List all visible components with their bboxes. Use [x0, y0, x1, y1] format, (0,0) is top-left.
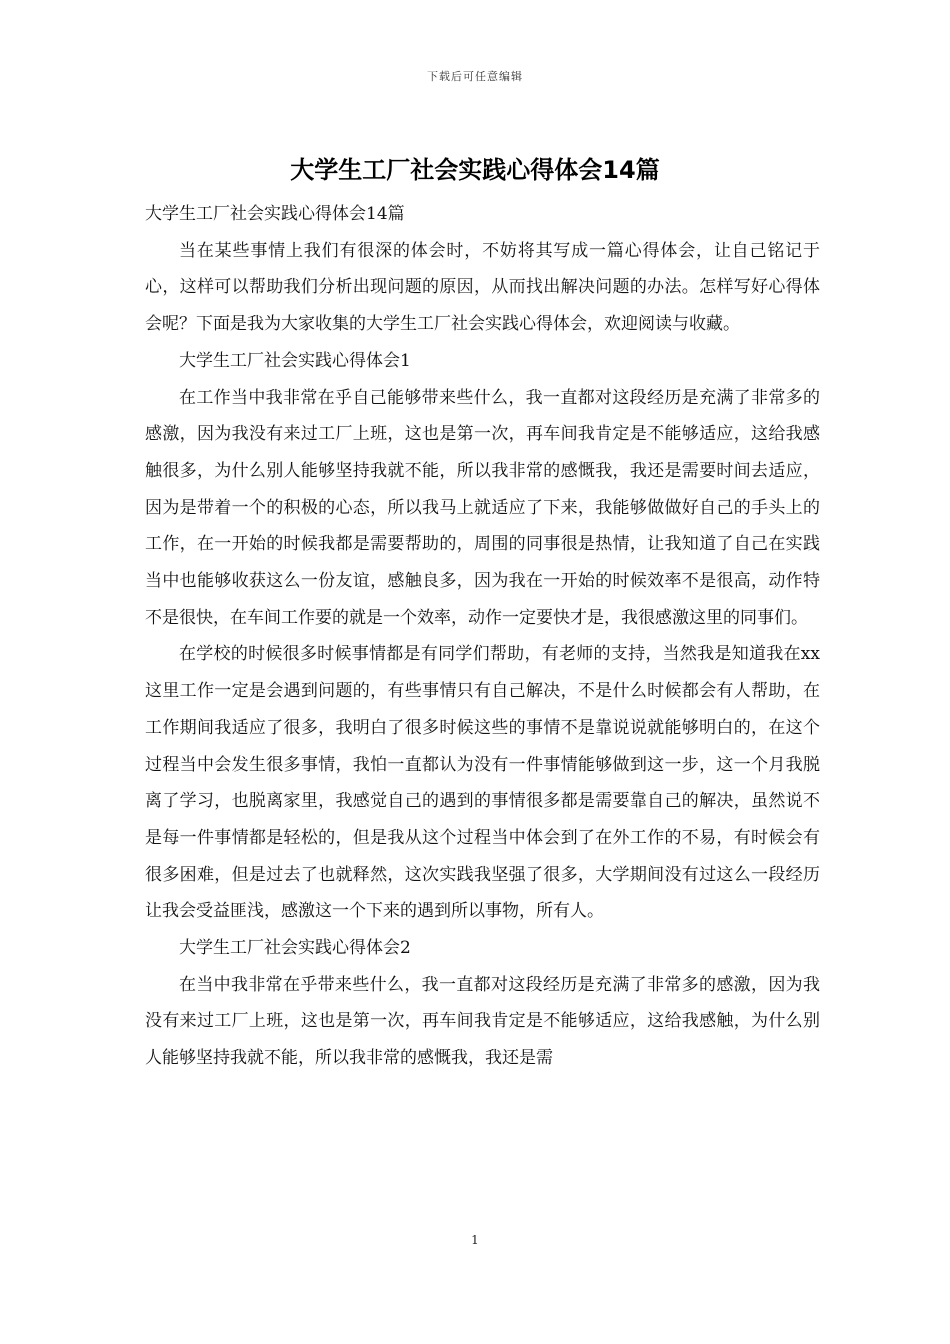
- section-heading: 大学生工厂社会实践心得体会1: [179, 350, 411, 371]
- page-number: 1: [471, 1233, 479, 1247]
- section-heading: 大学生工厂社会实践心得体会2: [179, 938, 411, 959]
- document-title: 大学生工厂社会实践心得体会14篇: [290, 156, 660, 184]
- lead-title: 大学生工厂社会实践心得体会14篇: [145, 204, 405, 224]
- body-paragraph: 在学校的时候很多时候事情都是有同学们帮助，有老师的支持，当然我是知道我在xx这里工作一定是会遇到问题的，有些事情只有自己解决，不是什么时候都会有人帮助，在工作期间我适应了很多，我明白了很多时候这些的事情不是靠说说就能够明白的，在这个过程当中会发生很多事情，我怕一直都认为没有一件事情能够做到这一步，这一个月我脱离了学习，也脱离家里，我感觉自己的遇到的事情很多都是需要靠自己的解决，虽然说不是每一件事情都是轻松的，但是我从这个过程当中体会到了在外工作的不易，有时候会有很多困难，但是过去了也就释然，这次实践我坚强了很多，大学期间没有过这么一段经历让我会受益匪浅，感激这一个下来的遇到所以事物，所有人。: [145, 644, 820, 922]
- body-paragraph: 在工作当中我非常在乎自己能够带来些什么，我一直都对这段经历是充满了非常多的感激，因为我没有来过工厂上班，这也是第一次，再车间我肯定是不能够适应，这给我感触很多，为什么别人能够坚持我就不能，所以我非常的感慨我，我还是需要时间去适应，因为是带着一个的积极的心态，所以我马上就适应了下来，我能够做做好自己的手头上的工作，在一开始的时候我都是需要帮助的，周围的同事很是热情，让我知道了自己在实践当中也能够收获这么一份友谊，感触良多，因为我在一开始的时候效率不是很高，动作特不是很快，在车间工作要的就是一个效率，动作一定要快才是，我很感激这里的同事们。: [145, 387, 820, 628]
- body-paragraph: 在当中我非常在乎带来些什么，我一直都对这段经历是充满了非常多的感激，因为我没有来过工厂上班，这也是第一次，再车间我肯定是不能够适应，这给我感触，为什么别人能够坚持我就不能，所以我非常的感慨我，我还是需: [145, 974, 820, 1069]
- header-note: 下载后可任意编辑: [427, 70, 523, 83]
- intro-paragraph: 当在某些事情上我们有很深的体会时，不妨将其写成一篇心得体会，让自己铭记于心，这样可以帮助我们分析出现问题的原因，从而找出解决问题的办法。怎样写好心得体会呢？下面是我为大家收集的大学生工厂社会实践心得体会，欢迎阅读与收藏。: [145, 240, 820, 335]
- document-body: [145, 196, 820, 1077]
